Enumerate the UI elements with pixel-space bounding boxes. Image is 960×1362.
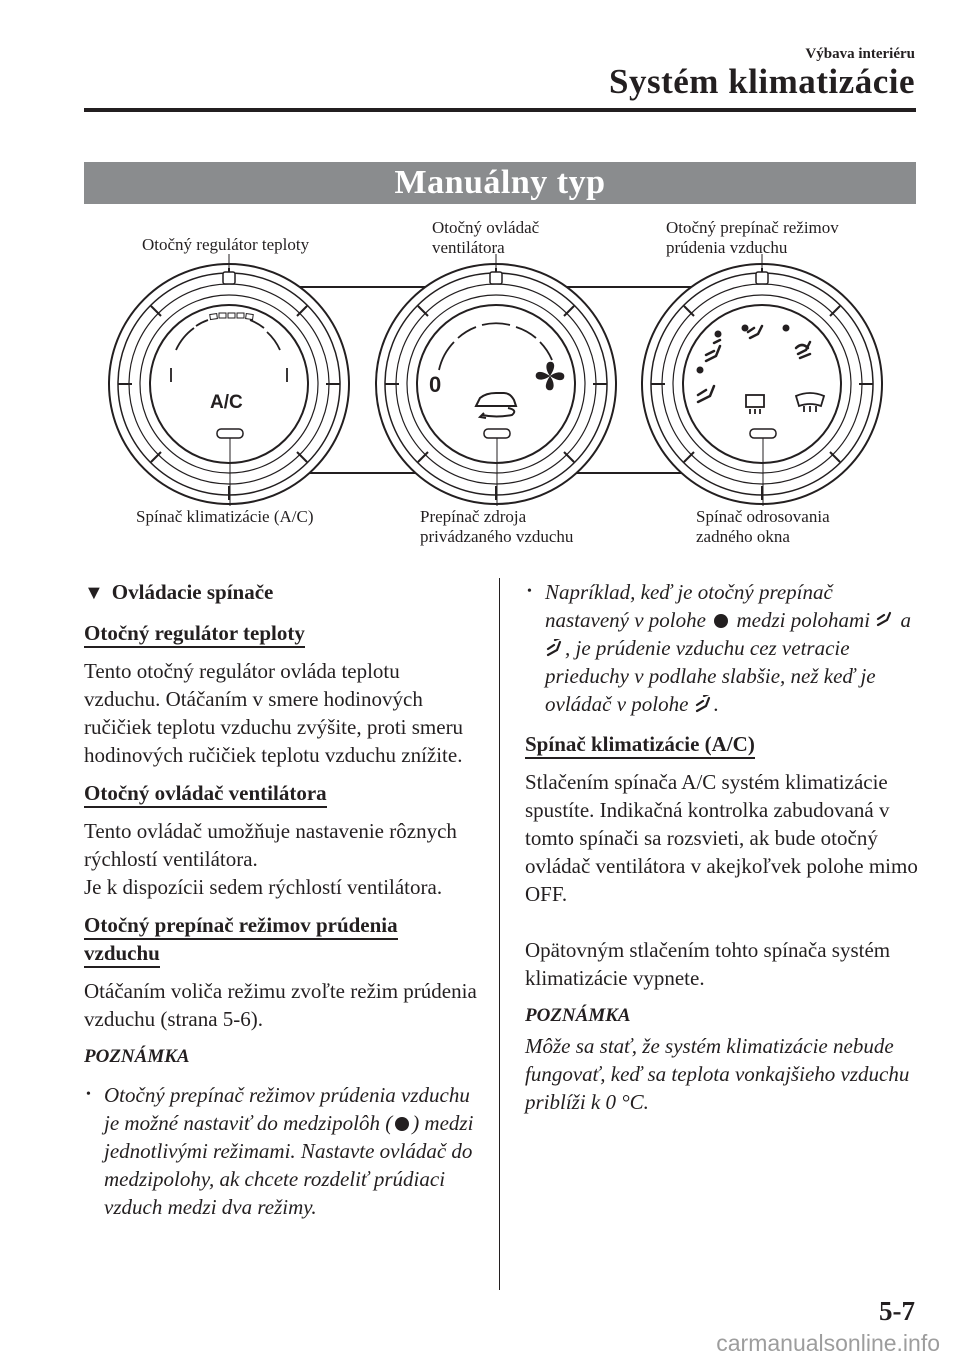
left-column xyxy=(84,578,479,1231)
climate-control-diagram xyxy=(84,210,916,570)
floor-mode-icon xyxy=(875,611,895,629)
triangle-icon: ▼ xyxy=(84,582,104,604)
dot-icon xyxy=(714,614,728,628)
label-temp-dial: Otočný regulátor teploty xyxy=(142,235,310,254)
ac-label: A/C xyxy=(210,392,243,413)
note-text-right: Môže sa stať, že systém klimatizácie nebude fungovať, keď sa teplota vonkajšieho vzduchu priblíži k 0 °C. xyxy=(525,1034,910,1114)
ac-heading: Spínač klimatizácie (A/C) xyxy=(525,730,920,758)
note-label-left: POZNÁMKA xyxy=(84,1046,190,1067)
intermediate-dot xyxy=(742,325,749,332)
label-fan-dial: Otočný ovládač ventilátora xyxy=(432,218,540,257)
fan-text-1: Tento ovládač umožňuje nastavenie rôznych rýchlostí ventilátora. xyxy=(84,819,457,871)
section-heading: ▼ Ovládacie spínače xyxy=(84,580,274,604)
ac-text-1: Stlačením spínača A/C systém klimatizácie spustíte. Indikačná kontrolka zabudovaná v tomto spínači sa rozsvieti, ak bude otočný ovládač ventilátora v akejkoľvek polohe mimo OFF. xyxy=(525,770,918,906)
note-bullet-right: • Napríklad, keď je otočný prepínač nastavený v polohe medzi polohami a , je prúdenie vzduchu cez vetracie prieduchy v podlahe slabšie, než keď je ovládač v polohe . xyxy=(525,578,920,718)
bi-level-mode-icon xyxy=(545,639,565,657)
fan-heading: Otočný ovládač ventilátora xyxy=(84,779,479,807)
intermediate-dot xyxy=(783,325,790,332)
ac-text-2: Opätovným stlačením tohto spínača systém klimatizácie vypnete. xyxy=(525,938,891,990)
intermediate-dot xyxy=(697,367,704,374)
chapter-title: Systém klimatizácie xyxy=(609,62,915,101)
chapter-subtitle: Výbava interiéru xyxy=(805,46,915,62)
intermediate-dot xyxy=(715,331,722,338)
temp-dial[interactable] xyxy=(109,264,349,504)
bi-level-mode-icon xyxy=(694,695,714,713)
dot-icon xyxy=(395,1117,409,1131)
recirculation-switch[interactable] xyxy=(484,429,510,438)
right-column xyxy=(525,578,920,1126)
fan-off-label: 0 xyxy=(429,372,442,397)
mode-text: Otáčaním voliča režimu zvoľte režim prúdenia vzduchu (strana 5-6). xyxy=(84,979,477,1031)
temp-heading: Otočný regulátor teploty xyxy=(84,619,479,647)
note-label-right: POZNÁMKA xyxy=(525,1005,631,1026)
label-recirc-switch: Prepínač zdroja privádzaného vzduchu xyxy=(420,507,574,546)
section-banner: Manuálny typ xyxy=(84,162,916,204)
watermark: carmanualsonline.info xyxy=(716,1330,940,1356)
label-ac-switch: Spínač klimatizácie (A/C) xyxy=(136,507,314,526)
page-number: 5-7 xyxy=(879,1296,915,1326)
fan-dial[interactable] xyxy=(376,264,616,504)
mode-dial[interactable] xyxy=(642,264,882,504)
rear-defrost-switch[interactable] xyxy=(750,429,776,438)
fan-text-2: Je k dispozícii sedem rýchlostí ventilátora. xyxy=(84,875,443,899)
temp-text: Tento otočný regulátor ovláda teplotu vzduchu. Otáčaním v smere hodinových ručičiek teplotu vzduchu zvýšite, proti smeru hodinových ručičiek teplotu vzduchu znížite. xyxy=(84,659,464,767)
note-bullet-left: • Otočný prepínač režimov prúdenia vzduchu je možné nastaviť do medzipolôh ( ) medzi jednotlivými režimami. Nastavte ovládač do medzipolohy, ak chcete rozdeliť prúdiaci vzduch medzi dva režimy. xyxy=(84,1081,479,1221)
label-mode-dial: Otočný prepínač režimov prúdenia vzduchu xyxy=(666,218,839,257)
ac-switch[interactable] xyxy=(217,429,243,438)
column-divider xyxy=(499,578,500,1290)
label-defrost-switch: Spínač odrosovania zadného okna xyxy=(696,507,830,546)
mode-heading: Otočný prepínač režimov prúdenia vzduchu xyxy=(84,911,479,967)
header-rule xyxy=(84,108,916,112)
